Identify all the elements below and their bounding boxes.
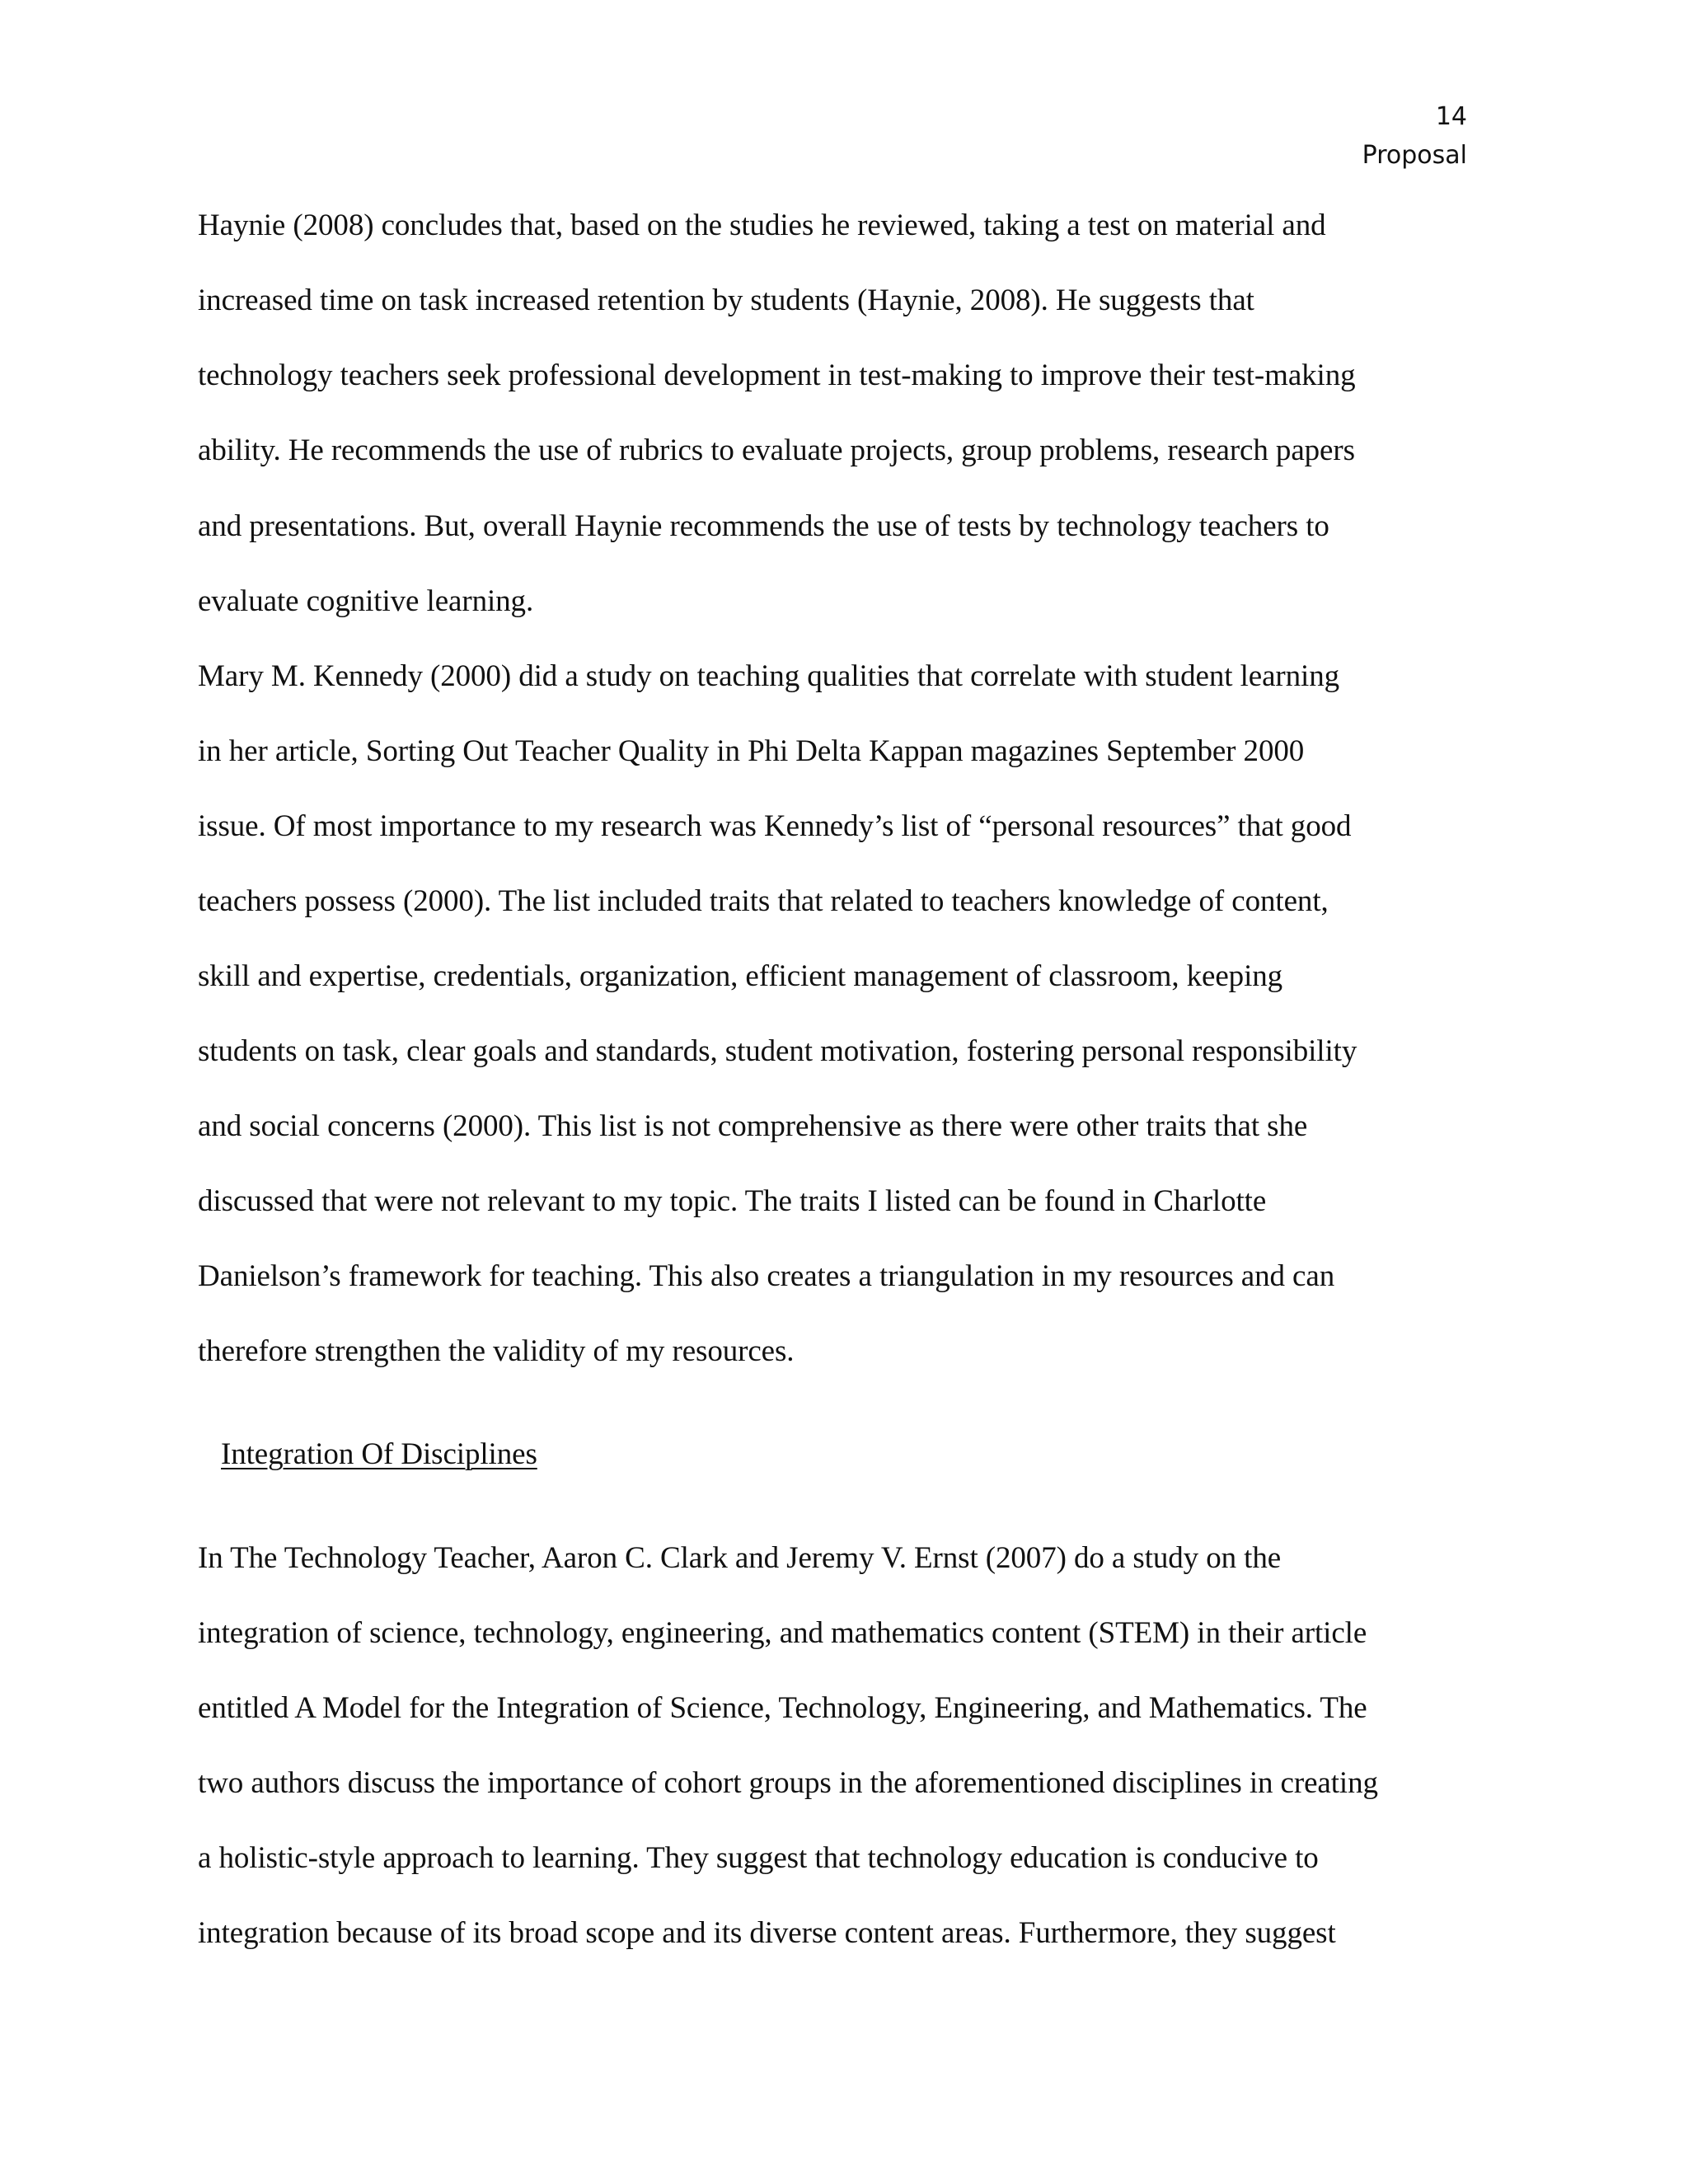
text-line: skill and expertise, credentials, organization, efficient management of classroom, keeping: [198, 959, 1283, 993]
text-line: entitled A Model for the Integration of Science, Technology, Engineering, and Mathematics. The: [198, 1691, 1367, 1725]
text-line: Danielson’s framework for teaching. This also creates a triangulation in my resources and can: [198, 1259, 1335, 1293]
text-line: In The Technology Teacher, Aaron C. Clark and Jeremy V. Ernst (2007) do a study on the: [198, 1541, 1282, 1575]
text-line: and presentations. But, overall Haynie recommends the use of tests by technology teachers to: [198, 509, 1329, 543]
text-line: and social concerns (2000). This list is not comprehensive as there were other traits that she: [198, 1109, 1308, 1143]
text-line: integration of science, technology, engineering, and mathematics content (STEM) in their article: [198, 1616, 1367, 1650]
text-line: Mary M. Kennedy (2000) did a study on teaching qualities that correlate with student learning: [198, 659, 1340, 693]
section-heading: [221, 1436, 537, 1474]
text-line: technology teachers seek professional development in test-making to improve their test-making: [198, 359, 1356, 392]
page-number: 14: [1435, 102, 1467, 131]
text-line: discussed that were not relevant to my topic. The traits I listed can be found in Charlotte: [198, 1184, 1267, 1218]
text-line: integration because of its broad scope and its diverse content areas. Furthermore, they suggest: [198, 1916, 1336, 1950]
text-line: increased time on task increased retention by students (Haynie, 2008). He suggests that: [198, 284, 1254, 317]
text-line: ability. He recommends the use of rubrics to evaluate projects, group problems, research papers: [198, 434, 1355, 467]
text-line: issue. Of most importance to my research was Kennedy’s list of “personal resources” that good: [198, 809, 1352, 843]
running-head: Proposal: [1362, 141, 1467, 170]
text-line: teachers possess (2000). The list included traits that related to teachers knowledge of content,: [198, 884, 1329, 918]
text-line: a holistic-style approach to learning. They suggest that technology education is conducive to: [198, 1841, 1319, 1875]
section-heading-text: Integration Of Disciplines: [221, 1437, 537, 1471]
text-line: evaluate cognitive learning.: [198, 584, 534, 618]
text-line: two authors discuss the importance of cohort groups in the aforementioned disciplines in creating: [198, 1766, 1378, 1800]
page-header: [1362, 97, 1467, 175]
text-line: students on task, clear goals and standards, student motivation, fostering personal responsibility: [198, 1034, 1357, 1068]
text-line: in her article, Sorting Out Teacher Quality in Phi Delta Kappan magazines September 2000: [198, 734, 1305, 768]
text-line: Haynie (2008) concludes that, based on the studies he reviewed, taking a test on material and: [198, 209, 1326, 242]
text-line: therefore strengthen the validity of my resources.: [198, 1334, 795, 1368]
